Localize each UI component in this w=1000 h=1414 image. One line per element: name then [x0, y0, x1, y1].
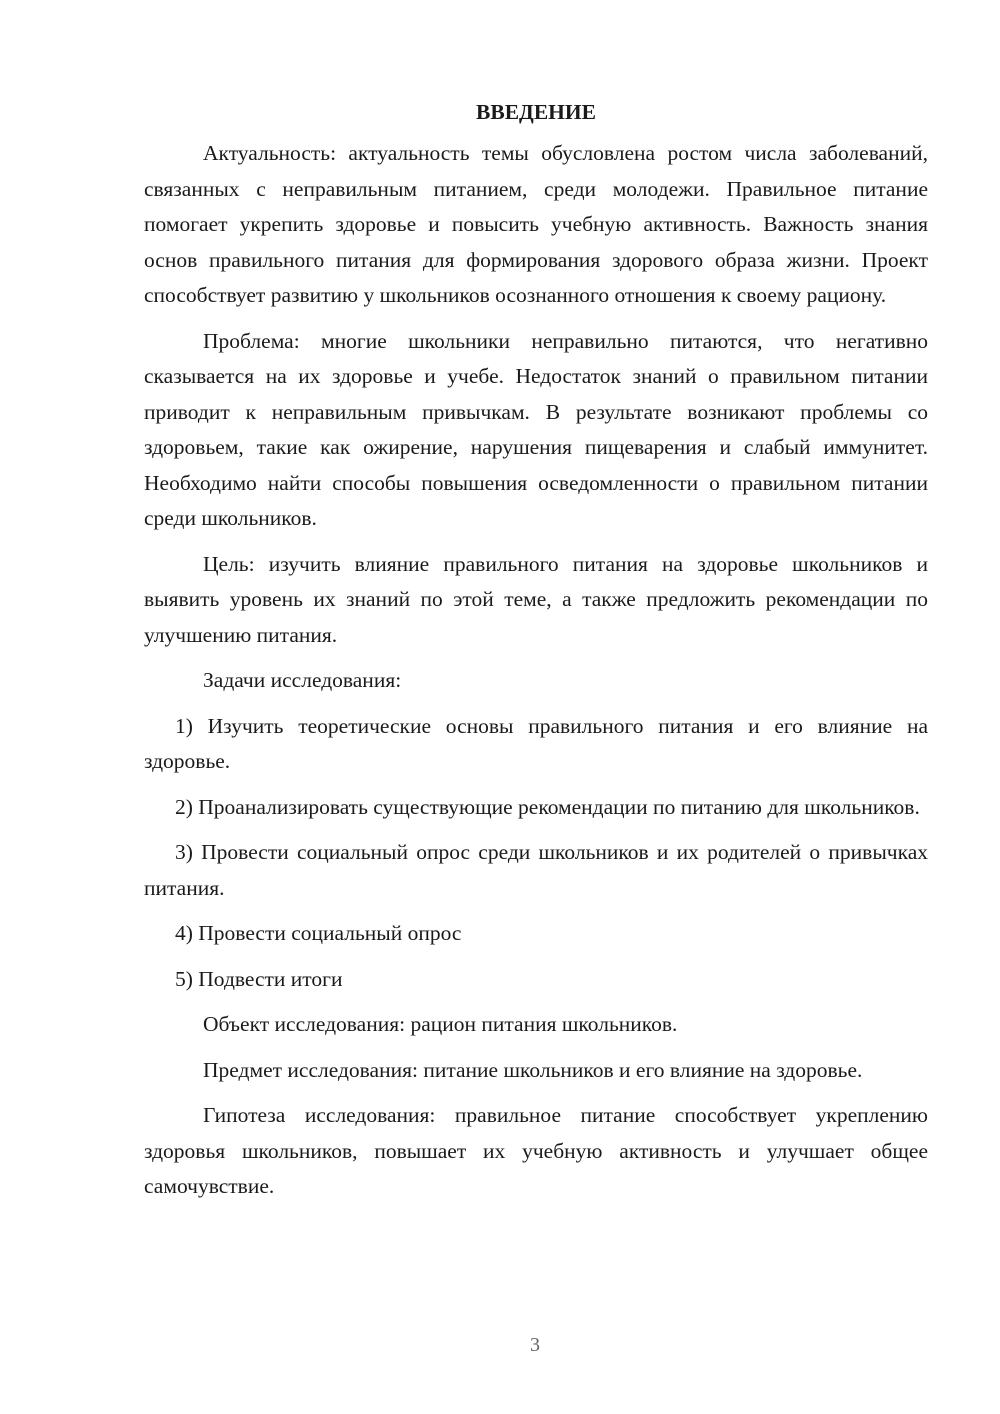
task-item-1: 1) Изучить теоретические основы правильного питания и его влияние на здоровье.	[144, 713, 928, 773]
task-item-3: 3) Провести социальный опрос среди школьников и их родителей о привычках питания.	[144, 840, 928, 900]
paragraph-hypothesis: Гипотеза исследования: правильное питание способствует укреплению здоровья школьников, повышает их учебную активность и улучшает общее самочувствие.	[144, 1103, 928, 1198]
section-title: ВВЕДЕНИЕ	[476, 100, 596, 124]
task-item-2: 2) Проанализировать существующие рекомендации по питанию для школьников.	[175, 794, 920, 819]
paragraph-object: Объект исследования: рацион питания школьников.	[203, 1012, 678, 1036]
paragraph-relevance: Актуальность: актуальность темы обусловлена ростом числа заболеваний, связанных с неправильным питанием, среди молодежи. Правильное питание помогает укрепить здоровье и повысить учебную активность. Важность знания основ правильного питания для формирования здорового образа жизни. Проект способствует развитию у школьников осознанного отношения к своему рациону.	[144, 141, 928, 307]
task-item-4: 4) Провести социальный опрос	[175, 921, 462, 945]
document-page	[144, 96, 928, 1215]
paragraph-tasks-heading: Задачи исследования:	[203, 668, 402, 692]
paragraph-problem: Проблема: многие школьники неправильно питаются, что негативно сказывается на их здоровье и учебе. Недостаток знаний о правильном питании приводит к неправильным привычкам. В результате возникают проблемы со здоровьем, такие как ожирение, нарушения пищеварения и слабый иммунитет. Необходимо найти способы повышения осведомленности о правильном питании среди школьников.	[144, 328, 928, 530]
paragraph-goal: Цель: изучить влияние правильного питания на здоровье школьников и выявить уровень их знаний по этой теме, а также предложить рекомендации по улучшению питания.	[144, 551, 928, 647]
task-item-5: 5) Подвести итоги	[175, 966, 343, 991]
page-number: 3	[530, 1334, 540, 1356]
paragraph-subject: Предмет исследования: питание школьников и его влияние на здоровье.	[203, 1057, 863, 1082]
